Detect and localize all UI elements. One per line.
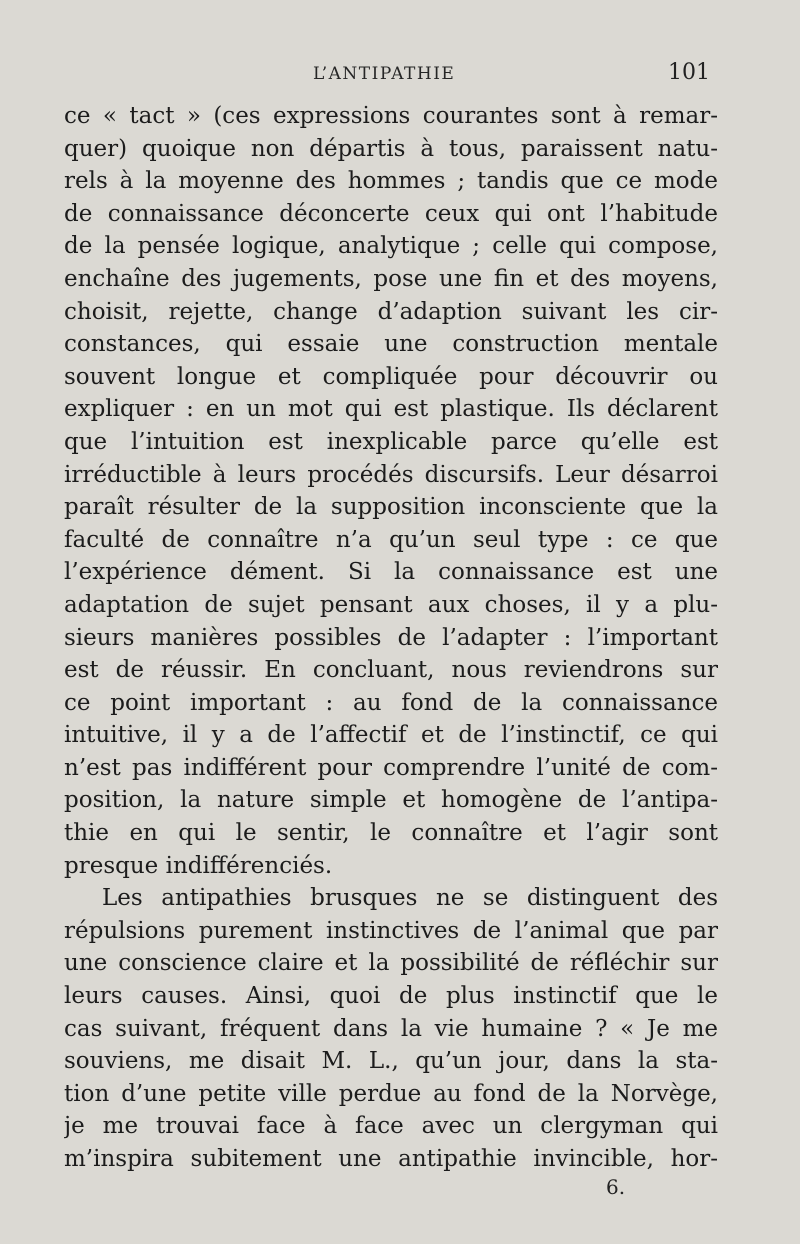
text-line: sieurs manières possibles de l’adapter : l’important (64, 624, 718, 651)
page-number: 101 (668, 60, 710, 85)
body-text (64, 100, 718, 1176)
signature-mark: 6. (606, 1175, 626, 1199)
running-head (0, 60, 800, 90)
text-line: répulsions purement instinctives de l’animal que par (64, 917, 718, 944)
text-line: intuitive, il y a de l’affectif et de l’instinctif, ce qui (64, 722, 718, 749)
text-line: ce « tact » (ces expressions courantes sont à remar- (64, 103, 718, 129)
text-line: n’est pas indifférent pour comprendre l’unité de com- (64, 754, 718, 781)
text-line: tion d’une petite ville perdue au fond de la Norvège, (64, 1080, 718, 1107)
text-line: adaptation de sujet pensant aux choses, il y a plu- (64, 591, 718, 618)
text-line: une conscience claire et la possibilité de réfléchir sur (64, 950, 718, 977)
text-line: Les antipathies brusques ne se distinguent des (102, 885, 718, 912)
text-line: paraît résulter de la supposition inconsciente que la (64, 494, 718, 521)
text-line: presque indifférenciés. (64, 852, 333, 879)
text-line: cas suivant, fréquent dans la vie humaine ? « Je me (64, 1015, 718, 1042)
text-line: leurs causes. Ainsi, quoi de plus instinctif que le (64, 983, 718, 1010)
text-line: m’inspira subitement une antipathie invincible, hor- (64, 1146, 718, 1172)
text-line: de la pensée logique, analytique ; celle qui compose, (64, 233, 718, 260)
text-line: expliquer : en un mot qui est plastique. Ils déclarent (64, 396, 718, 423)
text-line: irréductible à leurs procédés discursifs. Leur désarroi (64, 461, 718, 488)
text-line: souvent longue et compliquée pour découvrir ou (64, 363, 718, 390)
text-line: thie en qui le sentir, le connaître et l’agir sont (64, 820, 718, 847)
text-line: position, la nature simple et homogène de l’antipa- (64, 787, 718, 814)
text-line: rels à la moyenne des hommes ; tandis que ce mode (64, 168, 718, 195)
text-line: faculté de connaître n’a qu’un seul type : ce que (64, 526, 718, 553)
text-line: enchaîne des jugements, pose une fin et des moyens, (64, 265, 718, 292)
text-line: l’expérience dément. Si la connaissance est une (64, 559, 718, 586)
text-line: choisit, rejette, change d’adaption suivant les cir- (64, 298, 718, 325)
text-line: ce point important : au fond de la connaissance (64, 689, 718, 716)
text-line: je me trouvai face à face avec un clergyman qui (64, 1113, 718, 1140)
text-line: que l’intuition est inexplicable parce qu’elle est (64, 428, 718, 455)
text-line: quer) quoique non départis à tous, paraissent natu- (64, 135, 718, 162)
text-line: souviens, me disait M. L., qu’un jour, dans la sta- (64, 1048, 718, 1075)
running-title: L’ANTIPATHIE (313, 64, 456, 84)
text-line: de connaissance déconcerte ceux qui ont l’habitude (64, 200, 718, 227)
text-line: est de réussir. En concluant, nous reviendrons sur (64, 657, 718, 684)
text-line: constances, qui essaie une construction mentale (64, 331, 718, 358)
